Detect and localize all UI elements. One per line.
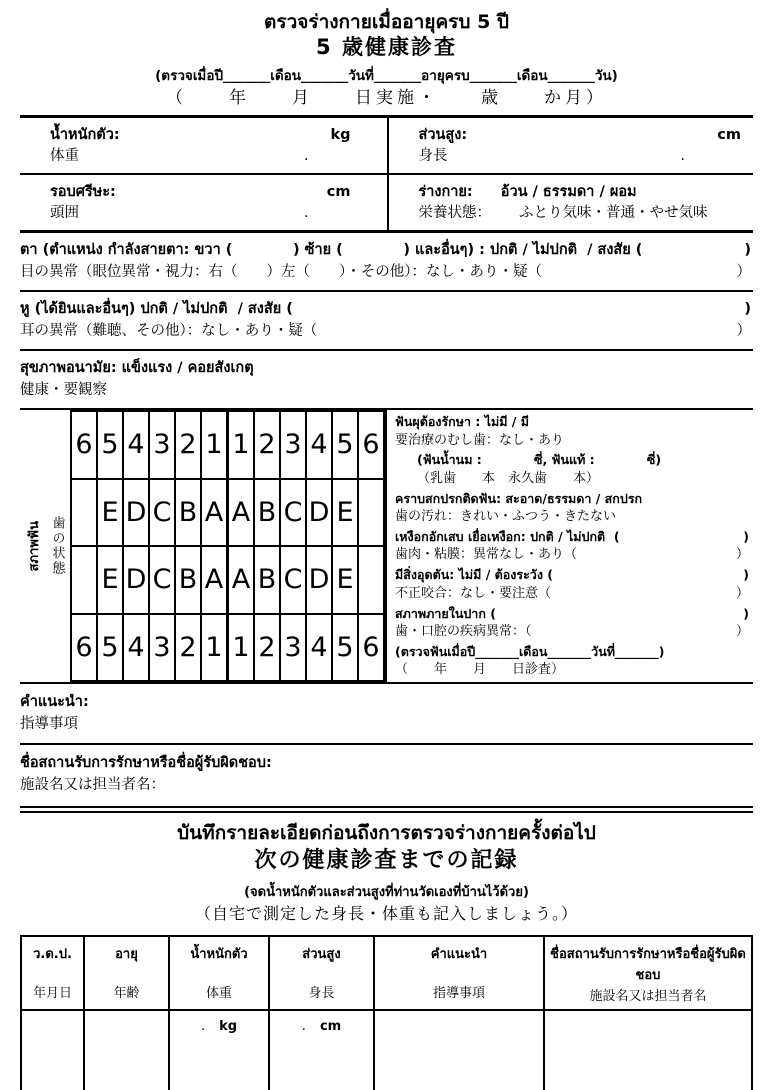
head-label-thai: รอบศรีษะ: [50, 184, 116, 200]
body-type-options-japanese: ふとり気味・普通・やせ気味 [519, 205, 708, 221]
record-data-cell [85, 1011, 170, 1090]
measurements-table [20, 115, 753, 233]
health-line-thai: สุขภาพอนามัย: แข็งแรง / คอยสังเกตุ [20, 360, 254, 376]
body-type-label-thai: ร่างกาย: [418, 184, 473, 200]
tooth-cell: 2 [175, 614, 201, 682]
tooth-cell: B [254, 546, 280, 614]
tooth-cell: 5 [332, 411, 358, 479]
height-label-japanese: 身長 [418, 148, 448, 164]
tooth-cell: C [280, 479, 306, 547]
health-section [20, 351, 753, 410]
dental-side-label [20, 410, 70, 682]
tooth-cell: 4 [306, 614, 332, 682]
dental-note-thai: (ตรวจฟันเมื่อปี_______เดือน_______วันที่_______) [395, 643, 665, 659]
dental-note-japanese: 歯肉・粘膜：異常なし・あり（ [395, 547, 578, 563]
dental-note [395, 528, 749, 565]
tooth-cell: 6 [358, 614, 384, 682]
advice-label-japanese: 指導事項 [20, 716, 78, 732]
tooth-cell: B [254, 479, 280, 547]
record-column-header [22, 937, 85, 1009]
tooth-cell: 2 [254, 411, 280, 479]
record-column-header [270, 937, 375, 1009]
dental-note [395, 451, 749, 488]
tooth-cell: C [280, 546, 306, 614]
tooth-cell: 6 [71, 614, 97, 682]
tooth-cell: 4 [123, 411, 149, 479]
height-unit-label: cm [717, 127, 741, 143]
tooth-cell: 6 [71, 411, 97, 479]
dental-side-label-japanese: 歯の状態 [49, 516, 65, 576]
tooth-cell [71, 546, 97, 614]
tooth-cell: A [201, 479, 228, 547]
dental-note-thai-close-paren: ) [743, 528, 749, 544]
dental-section [20, 410, 753, 684]
tooth-cell: 1 [201, 411, 228, 479]
body-type-options-thai: อ้วน / ธรรมดา / ผอม [500, 184, 637, 200]
dental-note [395, 490, 749, 527]
form-title-thai: ตรวจร่างกายเมื่ออายุครบ 5 ปี [264, 11, 509, 33]
dental-note [395, 643, 749, 680]
weight-label-thai: น้ำหนักตัว: [50, 127, 120, 143]
dental-note-thai: ฟันผุต้องรักษา : ไม่มี / มี [395, 414, 529, 429]
form-header [20, 10, 753, 110]
dental-note-japanese: 歯・口腔の疾病異常：（ [395, 624, 532, 640]
record-data-cell [170, 1011, 270, 1090]
weight-label-japanese: 体重 [50, 148, 79, 164]
tooth-cell: 5 [97, 614, 123, 682]
tooth-cell: E [97, 546, 123, 614]
record-weight-decimal-point: . [200, 1019, 206, 1034]
dental-chart-row [71, 614, 384, 682]
dental-note-thai-close-paren: ) [743, 605, 749, 621]
tooth-cell: 3 [280, 411, 306, 479]
record-column-header [85, 937, 170, 1009]
tooth-cell: E [97, 479, 123, 547]
ears-line-japanese: 耳の異常（難聴、その他）：なし・あり・疑（ [20, 323, 318, 339]
dental-chart-grid [70, 410, 385, 682]
eyes-line-thai: ตา (ตำแหน่ง กำลังสายตา: ขวา ( ) ซ้าย ( ) และอื่นๆ) : ปกติ / ไม่ปกติ / สงสัย ( [20, 242, 643, 258]
facility-label-japanese: 施設名又は担当者名： [20, 777, 165, 793]
dental-chart-row [71, 479, 384, 547]
tooth-cell: 5 [97, 411, 123, 479]
dental-note-japanese: （ 年 月 日診査） [395, 662, 565, 678]
dental-note [395, 605, 749, 642]
record-column-label-japanese: 指導事項 [432, 986, 485, 1001]
ears-line-thai: หู (ได้ยินและอื่นๆ) ปกติ / ไม่ปกติ / สงสัย ( [20, 301, 293, 317]
record-note-japanese: （自宅で測定した身長・体重も記入しましょう。） [194, 904, 578, 923]
tooth-cell: 1 [228, 614, 255, 682]
record-column-label-japanese: 年月日 [32, 986, 72, 1001]
head-unit-label: cm [326, 184, 351, 200]
tooth-cell: E [332, 546, 358, 614]
height-decimal-point: . [680, 148, 685, 164]
record-column-label-japanese: 身長 [308, 986, 335, 1001]
tooth-cell: B [175, 479, 201, 547]
tooth-cell: 5 [332, 614, 358, 682]
record-weight-unit: kg [219, 1019, 238, 1034]
dental-note-japanese-close-paren: ） [735, 547, 749, 563]
record-column-label-thai: ว.ด.ป. [33, 947, 72, 962]
record-title-japanese: 次の健康診査までの記録 [254, 848, 519, 873]
record-height-decimal-point: . [301, 1019, 306, 1034]
dental-note-japanese: （乳歯 本 永久歯 本） [417, 470, 600, 486]
dental-note-thai: มีสิ่งอุดตัน: ไม่มี / ต้องระวัง ( [395, 567, 553, 583]
body-type-label-japanese: 栄養状態： [418, 205, 491, 221]
record-column-header [170, 937, 270, 1009]
weight-decimal-point: . [303, 148, 309, 164]
tooth-cell: 2 [254, 614, 280, 682]
advice-section [20, 684, 753, 745]
dental-note-thai: เหงือกอักเสบ เยื่อเหงือก: ปกติ / ไม่ปกติ ( [395, 528, 620, 544]
record-column-label-thai: ชื่อสถานรับการรักษาหรือชื่อผู้รับผิดชอบ [550, 947, 746, 983]
dental-note-japanese-close-paren: ） [735, 624, 749, 640]
dental-note-japanese-close-paren: ） [735, 585, 749, 601]
record-column-header [375, 937, 545, 1009]
form-title-japanese: 5 歳健康診査 [316, 35, 457, 59]
dental-note-japanese: 不正咬合：なし・要注意（ [395, 585, 552, 601]
dental-note-japanese: 要治療のむし歯：なし・あり [395, 432, 565, 448]
eyes-close-paren-thai: ) [744, 242, 751, 258]
record-column-label-japanese: 体重 [205, 986, 232, 1001]
facility-label-thai: ชื่อสถานรับการรักษาหรือชื่อผู้รับผิดชอบ: [20, 755, 272, 771]
weight-cell [20, 118, 387, 173]
dental-note [395, 566, 749, 603]
dental-side-label-thai: สภาพฟัน [26, 520, 42, 572]
record-section-header [20, 821, 753, 926]
record-data-cell [270, 1011, 375, 1090]
tooth-cell: 3 [280, 614, 306, 682]
record-title-thai: บันทึกรายละเอียดก่อนถึงการตรวจร่างกายครั้งต่อไป [177, 822, 596, 844]
dental-note-thai: (ฟันน้ำนม : ซี่, ฟันแท้ : ซี่) [417, 452, 662, 468]
tooth-cell: D [123, 546, 149, 614]
tooth-cell [358, 546, 384, 614]
dental-note-thai: สภาพภายในปาก ( [395, 605, 496, 621]
tooth-cell: 1 [228, 411, 255, 479]
tooth-cell: A [228, 479, 255, 547]
head-circumference-cell [20, 175, 387, 230]
exam-date-blanks-thai: (ตรวจเมื่อปี_______เดือน_______วันที่_______อายุครบ_______เดือน_______วัน) [155, 68, 618, 84]
tooth-cell: D [123, 479, 149, 547]
height-cell [387, 118, 754, 173]
record-table-header [22, 937, 751, 1011]
tooth-cell: 4 [306, 411, 332, 479]
dental-chart-row [71, 411, 384, 479]
head-label-japanese: 頭囲 [50, 205, 79, 221]
weight-unit-label: kg [330, 127, 351, 143]
record-table-row [22, 1011, 751, 1090]
record-data-cell [545, 1011, 751, 1090]
measurements-row-1 [20, 118, 753, 175]
record-column-label-thai: น้ำหนักตัว [190, 947, 248, 962]
dental-note-thai-close-paren: ) [743, 567, 749, 583]
tooth-cell [358, 479, 384, 547]
record-data-cell [22, 1011, 85, 1090]
head-decimal-point: . [303, 205, 309, 221]
record-column-header [545, 937, 751, 1009]
measurements-row-2 [20, 175, 753, 230]
tooth-cell: E [332, 479, 358, 547]
facility-section [20, 745, 753, 806]
tooth-cell: C [149, 546, 175, 614]
record-column-label-japanese: 施設名又は担当者名 [589, 989, 707, 1004]
record-column-label-japanese: 年齢 [113, 986, 140, 1001]
tooth-cell: 3 [149, 614, 175, 682]
ears-close-paren-thai: ) [744, 301, 751, 317]
advice-label-thai: คำแนะนำ: [20, 694, 89, 710]
tooth-cell: 2 [175, 411, 201, 479]
tooth-cell: A [228, 546, 255, 614]
eyes-section [20, 233, 753, 292]
tooth-cell: 4 [123, 614, 149, 682]
tooth-cell: D [306, 546, 332, 614]
dental-note-japanese: 歯の汚れ：きれい・ふつう・きたない [395, 509, 617, 525]
tooth-cell: B [175, 546, 201, 614]
dental-note-thai: คราบสกปรกติดฟัน: สะอาด/ธรรมดา / สกปรก [395, 490, 643, 506]
record-column-label-thai: คำแนะนำ [430, 947, 488, 962]
eyes-close-paren-japanese: ） [736, 264, 751, 280]
ears-section [20, 292, 753, 351]
tooth-cell [71, 479, 97, 547]
dental-chart-row [71, 546, 384, 614]
record-note-thai: (จดน้ำหนักตัวและส่วนสูงที่ท่านวัดเองที่บ้านไว้ด้วย) [244, 885, 529, 900]
section-divider [20, 806, 753, 813]
tooth-cell: 6 [358, 411, 384, 479]
tooth-cell: C [149, 479, 175, 547]
health-line-japanese: 健康・要観察 [20, 382, 107, 398]
tooth-cell: 3 [149, 411, 175, 479]
record-data-cell [375, 1011, 545, 1090]
record-column-label-thai: ส่วนสูง [302, 947, 341, 962]
record-column-label-thai: อายุ [115, 947, 138, 962]
dental-note [395, 413, 749, 450]
height-label-thai: ส่วนสูง: [418, 127, 468, 143]
tooth-cell: 1 [201, 614, 228, 682]
dental-notes-panel [385, 410, 753, 682]
record-table [20, 935, 753, 1090]
exam-date-blanks-japanese: （ 年 月 日実施・ 歳 か月） [166, 88, 607, 108]
record-height-unit: cm [319, 1019, 342, 1034]
tooth-cell: A [201, 546, 228, 614]
eyes-line-japanese: 目の異常（眼位異常・視力：右（ ）左（ ）・その他）：なし・あり・疑（ [20, 264, 542, 280]
tooth-cell: D [306, 479, 332, 547]
body-type-cell [387, 175, 754, 230]
ears-close-paren-japanese: ） [736, 323, 751, 339]
